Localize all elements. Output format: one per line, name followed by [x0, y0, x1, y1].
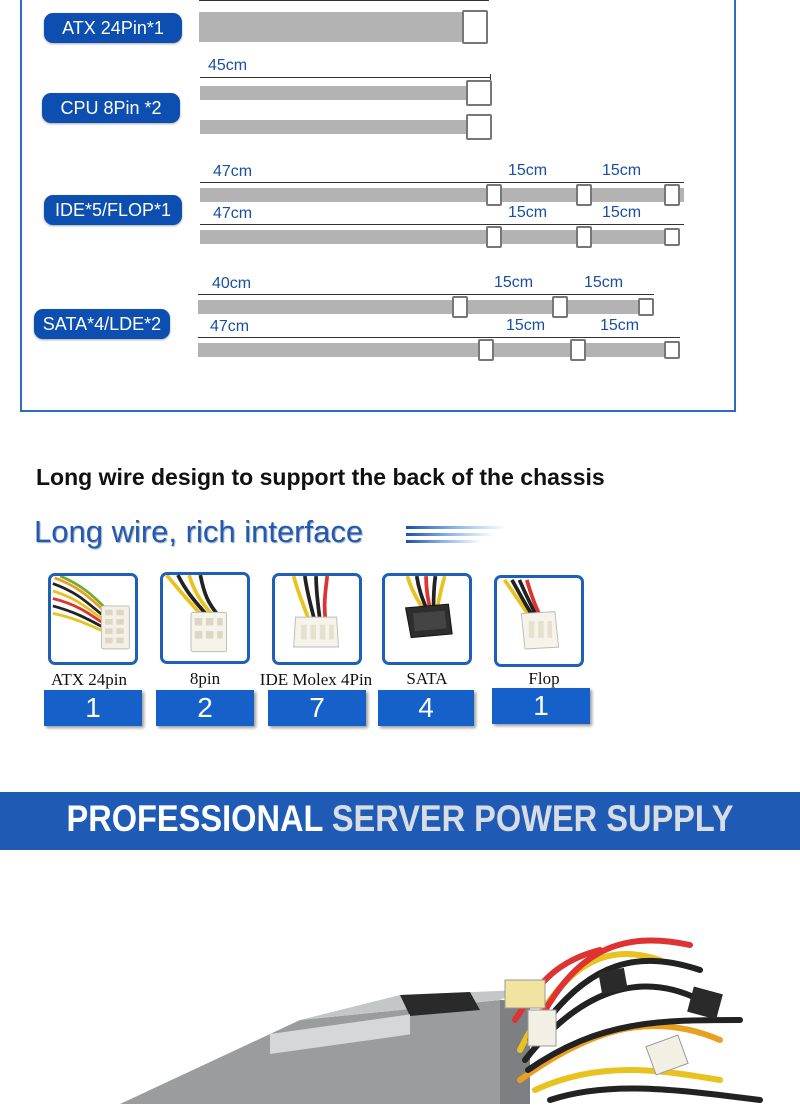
sata-wire-2 [198, 343, 664, 357]
atx-24pin-connector-icon [48, 573, 138, 665]
interface-count: 2 [156, 690, 254, 726]
molex-4pin-connector-icon [272, 573, 362, 665]
cpu-8pin-connector-icon [466, 114, 492, 140]
cable-label-sata: SATA*4/LDE*2 [34, 309, 170, 339]
length-label: 15cm [600, 317, 640, 334]
dimension-line [199, 0, 489, 1]
speed-lines-icon [406, 533, 494, 536]
interface-count: 1 [492, 688, 590, 724]
length-label: 47cm [213, 205, 253, 222]
length-label: 15cm [584, 274, 624, 291]
interface-label: SATA [406, 669, 448, 688]
banner-word-professional: PROFESSIONAL [66, 798, 323, 839]
8pin-connector-icon [160, 572, 250, 664]
length-label: 15cm [506, 317, 546, 334]
length-label: 45cm [208, 57, 248, 74]
ide-wire-1 [200, 188, 684, 202]
length-label: 47cm [210, 318, 250, 335]
speed-lines-icon [406, 526, 506, 529]
banner-title [48, 798, 752, 840]
length-label: 15cm [494, 274, 534, 291]
sata-connector-icon [382, 573, 472, 665]
length-label: 15cm [508, 162, 548, 179]
ide-wire-2 [200, 230, 664, 244]
dimension-line [200, 182, 684, 183]
cpu-8pin-connector-icon [466, 80, 492, 106]
interface-label: ATX 24pin [50, 670, 128, 689]
atx-wire [199, 12, 463, 42]
sata-connector-icon [452, 296, 468, 318]
atx-connector-icon [462, 10, 488, 44]
banner-word-server-power-supply: SERVER POWER SUPPLY [331, 798, 734, 839]
interface-label: 8pin [189, 669, 221, 688]
power-supply-photo [0, 850, 800, 1104]
cable-label-cpu: CPU 8Pin *2 [42, 93, 180, 123]
length-label: 40cm [212, 275, 252, 292]
molex-connector-icon [486, 184, 502, 206]
molex-connector-icon [570, 339, 586, 361]
promo-banner [0, 792, 800, 850]
interface-label: Flop [528, 669, 560, 688]
headline: Long wire design to support the back of the chassis [36, 464, 605, 490]
length-label: 15cm [508, 204, 548, 221]
sata-connector-icon [552, 296, 568, 318]
length-label: 15cm [602, 162, 642, 179]
floppy-connector-icon [494, 575, 584, 667]
interface-label: IDE Molex 4Pin [259, 670, 373, 689]
dimension-line [200, 224, 684, 225]
length-label: 15cm [602, 204, 642, 221]
molex-connector-icon [576, 184, 592, 206]
floppy-connector-icon [664, 341, 680, 359]
cable-label-atx: ATX 24Pin*1 [44, 13, 182, 43]
dimension-line [198, 337, 680, 338]
subheadline: Long wire, rich interface [34, 514, 364, 549]
dimension-line [198, 294, 654, 295]
cpu-wire-2 [200, 120, 466, 134]
cpu-wire-1 [200, 86, 466, 100]
molex-connector-icon [478, 339, 494, 361]
length-label: 47cm [213, 163, 253, 180]
molex-connector-icon [576, 226, 592, 248]
sata-connector-icon [638, 298, 654, 316]
interface-count: 1 [44, 690, 142, 726]
dimension-line [200, 77, 490, 78]
interface-count: 4 [378, 690, 474, 726]
interface-count: 7 [268, 690, 366, 726]
floppy-connector-icon [664, 228, 680, 246]
cable-label-ide: IDE*5/FLOP*1 [44, 195, 182, 225]
sata-wire-1 [198, 300, 652, 314]
molex-connector-icon [664, 184, 680, 206]
molex-connector-icon [486, 226, 502, 248]
speed-lines-icon [406, 540, 482, 543]
